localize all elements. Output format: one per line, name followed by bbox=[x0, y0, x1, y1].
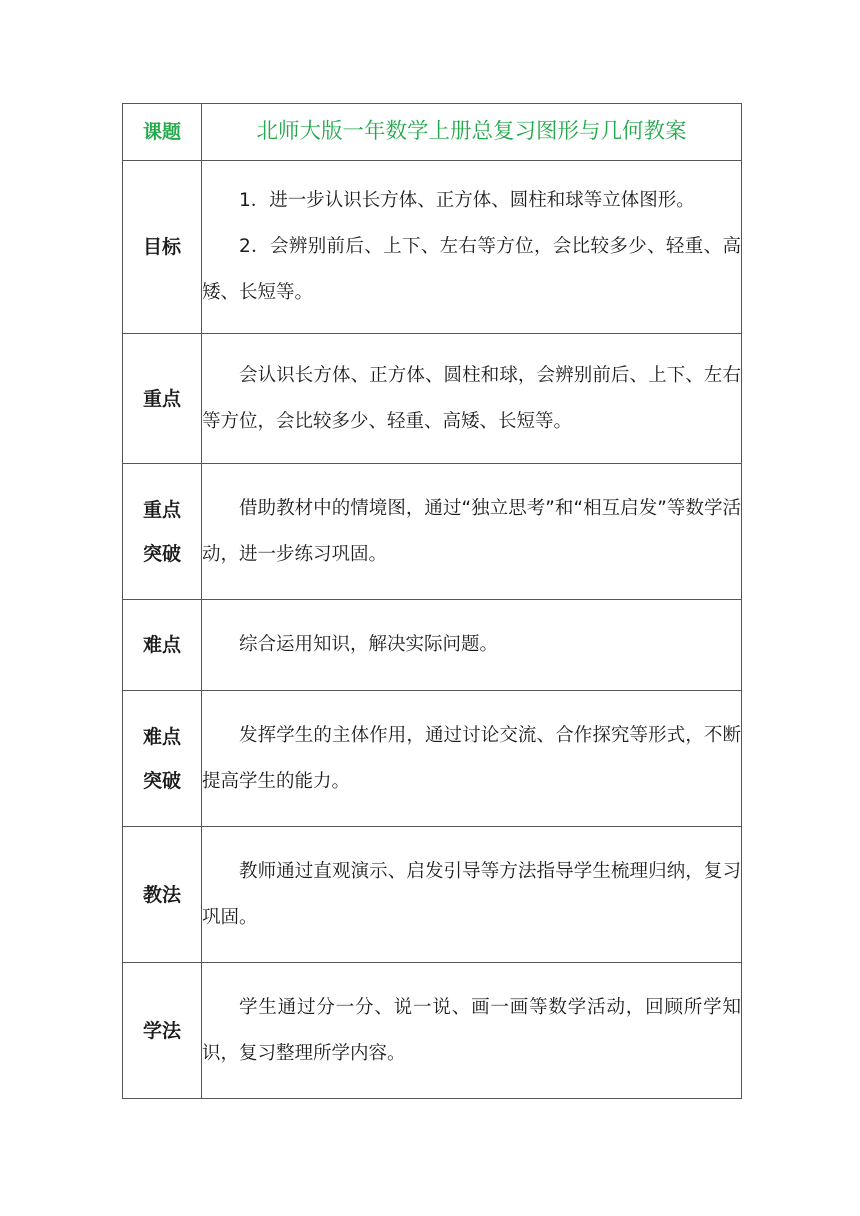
row-label-difficulty-breakthrough bbox=[123, 691, 202, 827]
row-label-learning-method bbox=[123, 963, 202, 1099]
row-content-key-points bbox=[202, 334, 742, 464]
row-content-goals bbox=[202, 161, 742, 334]
row-label-line: 突破 bbox=[142, 769, 181, 792]
content-paragraph: 2．会辨别前后、上下、左右等方位，会比较多少、轻重、高矮、长短等。 bbox=[202, 236, 741, 303]
topic-label: 课题 bbox=[123, 104, 202, 161]
row-content-teaching-method bbox=[202, 827, 742, 963]
content-paragraph: 1．进一步认识长方体、正方体、圆柱和球等立体图形。 bbox=[239, 190, 695, 211]
table-row bbox=[123, 691, 742, 827]
lesson-plan-table bbox=[122, 103, 742, 1099]
row-label-key-points bbox=[123, 334, 202, 464]
row-label-line: 难点 bbox=[142, 725, 181, 748]
row-content-difficulty bbox=[202, 600, 742, 691]
row-label-line: 学法 bbox=[142, 1019, 181, 1042]
row-label-difficulty bbox=[123, 600, 202, 691]
row-label-line: 难点 bbox=[142, 634, 181, 656]
row-content-learning-method bbox=[202, 963, 742, 1099]
content-paragraph: 教师通过直观演示、启发引导等方法指导学生梳理归纳，复习巩固。 bbox=[202, 860, 741, 928]
row-label-line: 突破 bbox=[142, 542, 181, 565]
row-label-teaching-method bbox=[123, 827, 202, 963]
row-label-line: 重点 bbox=[142, 387, 181, 410]
row-label-line: 重点 bbox=[142, 498, 181, 521]
content-paragraph: 综合运用知识，解决实际问题。 bbox=[239, 634, 499, 655]
title-row bbox=[123, 104, 742, 161]
content-paragraph: 借助教材中的情境图，通过“独立思考”和“相互启发”等数学活动，进一步练习巩固。 bbox=[202, 497, 741, 565]
table-row bbox=[123, 963, 742, 1099]
row-label-line: 教法 bbox=[142, 883, 181, 906]
row-content-difficulty-breakthrough bbox=[202, 691, 742, 827]
row-label-goals bbox=[123, 161, 202, 334]
lesson-title: 北师大版一年数学上册总复习图形与几何教案 bbox=[202, 104, 742, 161]
table-row bbox=[123, 161, 742, 334]
table-row bbox=[123, 600, 742, 691]
table-row bbox=[123, 827, 742, 963]
content-paragraph: 发挥学生的主体作用，通过讨论交流、合作探究等形式，不断提高学生的能力。 bbox=[202, 724, 741, 792]
row-label-key-breakthrough bbox=[123, 464, 202, 600]
content-paragraph: 学生通过分一分、说一说、画一画等数学活动，回顾所学知识，复习整理所学内容。 bbox=[202, 996, 741, 1064]
table-row bbox=[123, 334, 742, 464]
content-paragraph: 会认识长方体、正方体、圆柱和球，会辨别前后、上下、左右等方位，会比较多少、轻重、高矮、长短等。 bbox=[202, 364, 741, 432]
table-row bbox=[123, 464, 742, 600]
row-content-key-breakthrough bbox=[202, 464, 742, 600]
row-label-line: 目标 bbox=[142, 236, 181, 258]
